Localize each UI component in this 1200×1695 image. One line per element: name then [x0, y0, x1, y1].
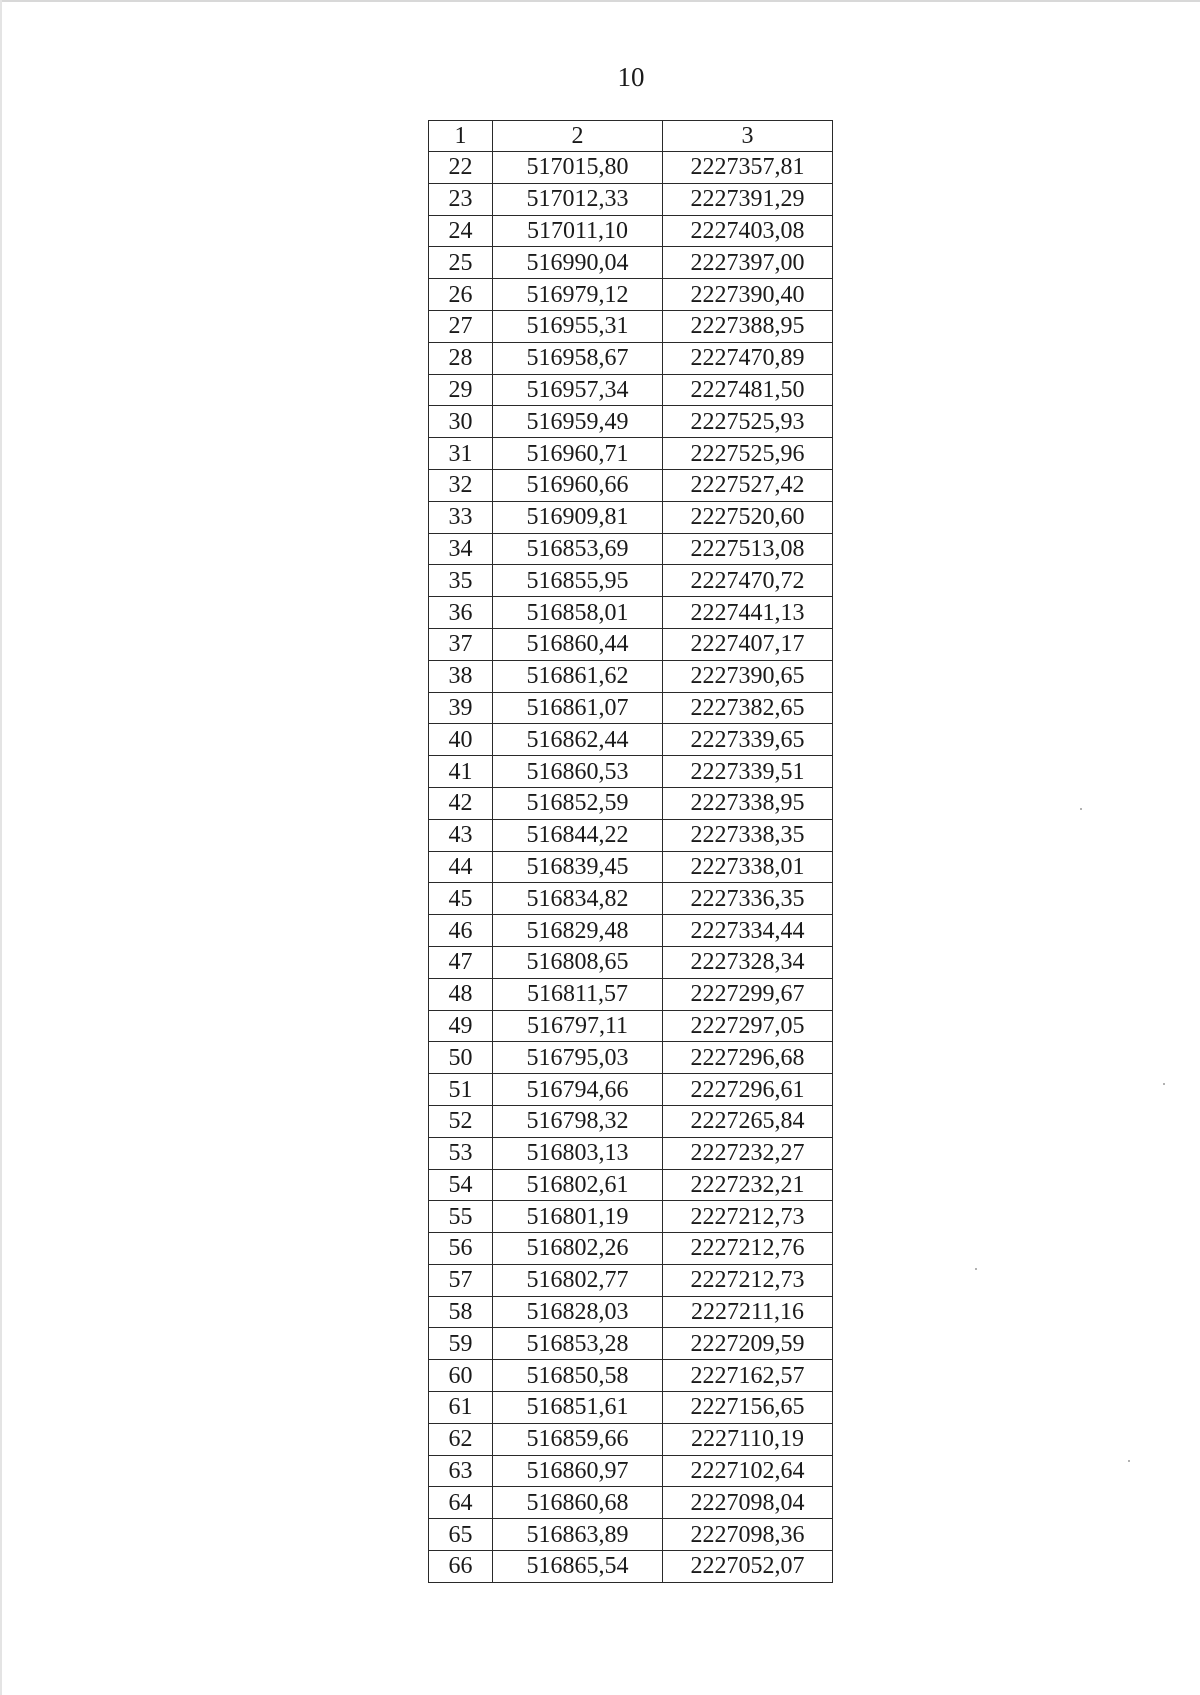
- coordinates-table: [428, 120, 833, 1583]
- y-coordinate-cell: 2227397,00: [663, 247, 833, 279]
- point-number-cell: 48: [429, 978, 493, 1010]
- x-coordinate-cell: 516860,53: [493, 756, 663, 788]
- x-coordinate-cell: 516801,19: [493, 1201, 663, 1233]
- x-coordinate-cell: 516960,71: [493, 438, 663, 470]
- point-number-cell: 26: [429, 279, 493, 311]
- x-coordinate-cell: 516860,68: [493, 1487, 663, 1519]
- x-coordinate-cell: 516828,03: [493, 1296, 663, 1328]
- column-number-header: 3: [663, 121, 833, 152]
- point-number-cell: 28: [429, 342, 493, 374]
- y-coordinate-cell: 2227391,29: [663, 183, 833, 215]
- y-coordinate-cell: 2227357,81: [663, 152, 833, 184]
- table-row: [429, 1455, 833, 1487]
- x-coordinate-cell: 516851,61: [493, 1392, 663, 1424]
- point-number-cell: 41: [429, 756, 493, 788]
- table-row: [429, 1201, 833, 1233]
- y-coordinate-cell: 2227388,95: [663, 310, 833, 342]
- x-coordinate-cell: 516957,34: [493, 374, 663, 406]
- x-coordinate-cell: 516811,57: [493, 978, 663, 1010]
- point-number-cell: 47: [429, 946, 493, 978]
- x-coordinate-cell: 516802,26: [493, 1233, 663, 1265]
- x-coordinate-cell: 516852,59: [493, 787, 663, 819]
- table-row: [429, 1169, 833, 1201]
- point-number-cell: 53: [429, 1137, 493, 1169]
- point-number-cell: 25: [429, 247, 493, 279]
- x-coordinate-cell: 516960,66: [493, 469, 663, 501]
- table-row: [429, 819, 833, 851]
- y-coordinate-cell: 2227336,35: [663, 883, 833, 915]
- y-coordinate-cell: 2227338,01: [663, 851, 833, 883]
- y-coordinate-cell: 2227525,93: [663, 406, 833, 438]
- y-coordinate-cell: 2227110,19: [663, 1423, 833, 1455]
- y-coordinate-cell: 2227299,67: [663, 978, 833, 1010]
- y-coordinate-cell: 2227156,65: [663, 1392, 833, 1424]
- point-number-cell: 40: [429, 724, 493, 756]
- table-row: [429, 787, 833, 819]
- table-row: [429, 1328, 833, 1360]
- table-row: [429, 152, 833, 184]
- table-row: [429, 883, 833, 915]
- scan-edge-top: [0, 0, 1200, 2]
- x-coordinate-cell: 516955,31: [493, 310, 663, 342]
- table-header-row: [429, 121, 833, 152]
- page-number: 10: [617, 62, 645, 92]
- point-number-cell: 55: [429, 1201, 493, 1233]
- y-coordinate-cell: 2227296,61: [663, 1074, 833, 1106]
- y-coordinate-cell: 2227162,57: [663, 1360, 833, 1392]
- scan-edge-left: [0, 0, 2, 1695]
- x-coordinate-cell: 516802,77: [493, 1264, 663, 1296]
- y-coordinate-cell: 2227339,65: [663, 724, 833, 756]
- point-number-cell: 36: [429, 597, 493, 629]
- scan-speck: [1128, 1460, 1130, 1462]
- point-number-cell: 37: [429, 628, 493, 660]
- y-coordinate-cell: 2227513,08: [663, 533, 833, 565]
- column-number-header: 1: [429, 121, 493, 152]
- y-coordinate-cell: 2227209,59: [663, 1328, 833, 1360]
- table-row: [429, 597, 833, 629]
- x-coordinate-cell: 516865,54: [493, 1551, 663, 1583]
- x-coordinate-cell: 516798,32: [493, 1105, 663, 1137]
- table-row: [429, 501, 833, 533]
- x-coordinate-cell: 517012,33: [493, 183, 663, 215]
- point-number-cell: 56: [429, 1233, 493, 1265]
- table-row: [429, 1392, 833, 1424]
- x-coordinate-cell: 516990,04: [493, 247, 663, 279]
- point-number-cell: 49: [429, 1010, 493, 1042]
- x-coordinate-cell: 516794,66: [493, 1074, 663, 1106]
- point-number-cell: 23: [429, 183, 493, 215]
- y-coordinate-cell: 2227334,44: [663, 915, 833, 947]
- x-coordinate-cell: 516808,65: [493, 946, 663, 978]
- x-coordinate-cell: 516863,89: [493, 1519, 663, 1551]
- y-coordinate-cell: 2227102,64: [663, 1455, 833, 1487]
- table-row: [429, 724, 833, 756]
- point-number-cell: 43: [429, 819, 493, 851]
- point-number-cell: 66: [429, 1551, 493, 1583]
- table-row: [429, 279, 833, 311]
- y-coordinate-cell: 2227339,51: [663, 756, 833, 788]
- table-row: [429, 215, 833, 247]
- table-row: [429, 406, 833, 438]
- x-coordinate-cell: 516803,13: [493, 1137, 663, 1169]
- y-coordinate-cell: 2227338,95: [663, 787, 833, 819]
- y-coordinate-cell: 2227212,73: [663, 1264, 833, 1296]
- scan-speck: [1163, 1083, 1165, 1085]
- point-number-cell: 34: [429, 533, 493, 565]
- point-number-cell: 64: [429, 1487, 493, 1519]
- x-coordinate-cell: 516853,28: [493, 1328, 663, 1360]
- x-coordinate-cell: 516959,49: [493, 406, 663, 438]
- table-row: [429, 247, 833, 279]
- x-coordinate-cell: 517015,80: [493, 152, 663, 184]
- x-coordinate-cell: 516839,45: [493, 851, 663, 883]
- table-row: [429, 1487, 833, 1519]
- point-number-cell: 50: [429, 1042, 493, 1074]
- y-coordinate-cell: 2227098,36: [663, 1519, 833, 1551]
- point-number-cell: 44: [429, 851, 493, 883]
- x-coordinate-cell: 516860,97: [493, 1455, 663, 1487]
- x-coordinate-cell: 516861,62: [493, 660, 663, 692]
- point-number-cell: 59: [429, 1328, 493, 1360]
- point-number-cell: 52: [429, 1105, 493, 1137]
- point-number-cell: 54: [429, 1169, 493, 1201]
- table-row: [429, 1423, 833, 1455]
- y-coordinate-cell: 2227470,72: [663, 565, 833, 597]
- table-row: [429, 374, 833, 406]
- y-coordinate-cell: 2227390,40: [663, 279, 833, 311]
- y-coordinate-cell: 2227052,07: [663, 1551, 833, 1583]
- y-coordinate-cell: 2227520,60: [663, 501, 833, 533]
- table-row: [429, 1042, 833, 1074]
- y-coordinate-cell: 2227525,96: [663, 438, 833, 470]
- table-row: [429, 628, 833, 660]
- y-coordinate-cell: 2227212,73: [663, 1201, 833, 1233]
- y-coordinate-cell: 2227390,65: [663, 660, 833, 692]
- y-coordinate-cell: 2227098,04: [663, 1487, 833, 1519]
- x-coordinate-cell: 516795,03: [493, 1042, 663, 1074]
- y-coordinate-cell: 2227296,68: [663, 1042, 833, 1074]
- table-row: [429, 310, 833, 342]
- scan-speck: [975, 1268, 977, 1270]
- table-row: [429, 342, 833, 374]
- point-number-cell: 38: [429, 660, 493, 692]
- point-number-cell: 39: [429, 692, 493, 724]
- y-coordinate-cell: 2227441,13: [663, 597, 833, 629]
- x-coordinate-cell: 516860,44: [493, 628, 663, 660]
- table-row: [429, 533, 833, 565]
- y-coordinate-cell: 2227328,34: [663, 946, 833, 978]
- x-coordinate-cell: 517011,10: [493, 215, 663, 247]
- x-coordinate-cell: 516834,82: [493, 883, 663, 915]
- table-row: [429, 1519, 833, 1551]
- point-number-cell: 45: [429, 883, 493, 915]
- point-number-cell: 57: [429, 1264, 493, 1296]
- point-number-cell: 60: [429, 1360, 493, 1392]
- x-coordinate-cell: 516844,22: [493, 819, 663, 851]
- y-coordinate-cell: 2227232,27: [663, 1137, 833, 1169]
- y-coordinate-cell: 2227297,05: [663, 1010, 833, 1042]
- table-row: [429, 565, 833, 597]
- table-row: [429, 1360, 833, 1392]
- point-number-cell: 33: [429, 501, 493, 533]
- x-coordinate-cell: 516859,66: [493, 1423, 663, 1455]
- table-row: [429, 1233, 833, 1265]
- x-coordinate-cell: 516853,69: [493, 533, 663, 565]
- x-coordinate-cell: 516858,01: [493, 597, 663, 629]
- point-number-cell: 27: [429, 310, 493, 342]
- point-number-cell: 58: [429, 1296, 493, 1328]
- x-coordinate-cell: 516829,48: [493, 915, 663, 947]
- point-number-cell: 61: [429, 1392, 493, 1424]
- point-number-cell: 42: [429, 787, 493, 819]
- point-number-cell: 31: [429, 438, 493, 470]
- x-coordinate-cell: 516797,11: [493, 1010, 663, 1042]
- y-coordinate-cell: 2227382,65: [663, 692, 833, 724]
- table-row: [429, 1264, 833, 1296]
- y-coordinate-cell: 2227407,17: [663, 628, 833, 660]
- y-coordinate-cell: 2227481,50: [663, 374, 833, 406]
- point-number-cell: 30: [429, 406, 493, 438]
- table-row: [429, 851, 833, 883]
- table-row: [429, 1296, 833, 1328]
- table-row: [429, 915, 833, 947]
- y-coordinate-cell: 2227211,16: [663, 1296, 833, 1328]
- table-row: [429, 438, 833, 470]
- table-row: [429, 756, 833, 788]
- x-coordinate-cell: 516958,67: [493, 342, 663, 374]
- table-row: [429, 183, 833, 215]
- point-number-cell: 51: [429, 1074, 493, 1106]
- table-row: [429, 1105, 833, 1137]
- point-number-cell: 65: [429, 1519, 493, 1551]
- table-row: [429, 1551, 833, 1583]
- point-number-cell: 46: [429, 915, 493, 947]
- y-coordinate-cell: 2227232,21: [663, 1169, 833, 1201]
- table-row: [429, 692, 833, 724]
- table-row: [429, 1137, 833, 1169]
- table-row: [429, 946, 833, 978]
- point-number-cell: 32: [429, 469, 493, 501]
- x-coordinate-cell: 516850,58: [493, 1360, 663, 1392]
- table-row: [429, 978, 833, 1010]
- point-number-cell: 29: [429, 374, 493, 406]
- x-coordinate-cell: 516855,95: [493, 565, 663, 597]
- y-coordinate-cell: 2227212,76: [663, 1233, 833, 1265]
- point-number-cell: 62: [429, 1423, 493, 1455]
- point-number-cell: 22: [429, 152, 493, 184]
- table-row: [429, 1074, 833, 1106]
- scan-speck: [1080, 808, 1082, 810]
- table-row: [429, 1010, 833, 1042]
- point-number-cell: 63: [429, 1455, 493, 1487]
- x-coordinate-cell: 516802,61: [493, 1169, 663, 1201]
- table-row: [429, 469, 833, 501]
- y-coordinate-cell: 2227403,08: [663, 215, 833, 247]
- point-number-cell: 35: [429, 565, 493, 597]
- y-coordinate-cell: 2227338,35: [663, 819, 833, 851]
- x-coordinate-cell: 516862,44: [493, 724, 663, 756]
- table-row: [429, 660, 833, 692]
- x-coordinate-cell: 516861,07: [493, 692, 663, 724]
- x-coordinate-cell: 516909,81: [493, 501, 663, 533]
- x-coordinate-cell: 516979,12: [493, 279, 663, 311]
- y-coordinate-cell: 2227527,42: [663, 469, 833, 501]
- y-coordinate-cell: 2227470,89: [663, 342, 833, 374]
- column-number-header: 2: [493, 121, 663, 152]
- point-number-cell: 24: [429, 215, 493, 247]
- y-coordinate-cell: 2227265,84: [663, 1105, 833, 1137]
- coordinates-table-body: [429, 121, 833, 1583]
